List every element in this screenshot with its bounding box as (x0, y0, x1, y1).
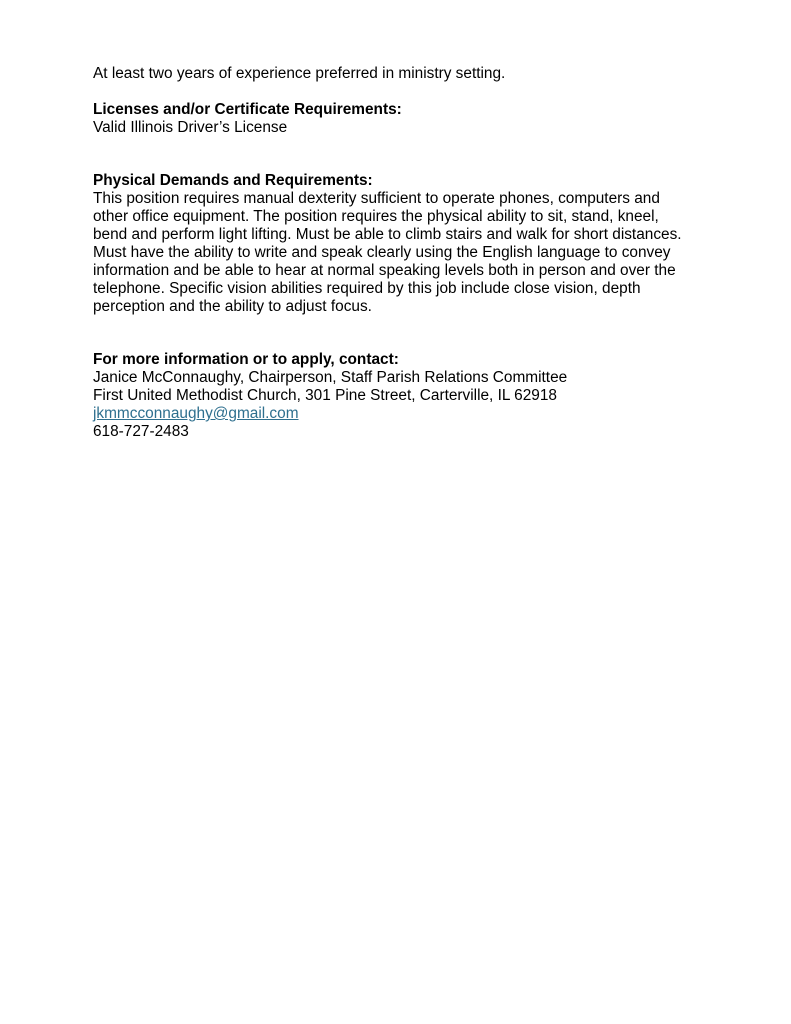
physical-line: Must have the ability to write and speak clearly using the English language to convey (93, 244, 671, 261)
spacer (93, 316, 693, 351)
contact-address: First United Methodist Church, 301 Pine Street, Carterville, IL 62918 (93, 387, 557, 404)
contact-email-line (93, 405, 693, 423)
spacer (93, 137, 693, 172)
licenses-heading: Licenses and/or Certificate Requirements: (93, 101, 402, 118)
contact-name: Janice McConnaughy, Chairperson, Staff Parish Relations Committee (93, 369, 568, 386)
physical-line: information and be able to hear at normal speaking levels both in person and over the (93, 262, 676, 279)
physical-line: telephone. Specific vision abilities required by this job include close vision, depth (93, 280, 641, 297)
contact-phone: 618-727-2483 (93, 423, 189, 440)
physical-line: perception and the ability to adjust focus. (93, 298, 372, 315)
licenses-text: Valid Illinois Driver’s License (93, 119, 288, 136)
contact-email-link[interactable]: jkmmcconnaughy@gmail.com (93, 405, 299, 422)
spacer (93, 83, 693, 101)
physical-line: other office equipment. The position requires the physical ability to sit, stand, kneel, (93, 208, 659, 225)
contact-heading: For more information or to apply, contact: (93, 351, 399, 368)
physical-line: This position requires manual dexterity sufficient to operate phones, computers and (93, 190, 660, 207)
document-page (93, 65, 693, 441)
physical-line: bend and perform light lifting. Must be able to climb stairs and walk for short distances. (93, 226, 682, 243)
physical-section (93, 172, 693, 316)
contact-section (93, 351, 693, 441)
experience-text: At least two years of experience preferred in ministry setting. (93, 65, 506, 82)
physical-heading: Physical Demands and Requirements: (93, 172, 373, 189)
licenses-section (93, 101, 693, 137)
